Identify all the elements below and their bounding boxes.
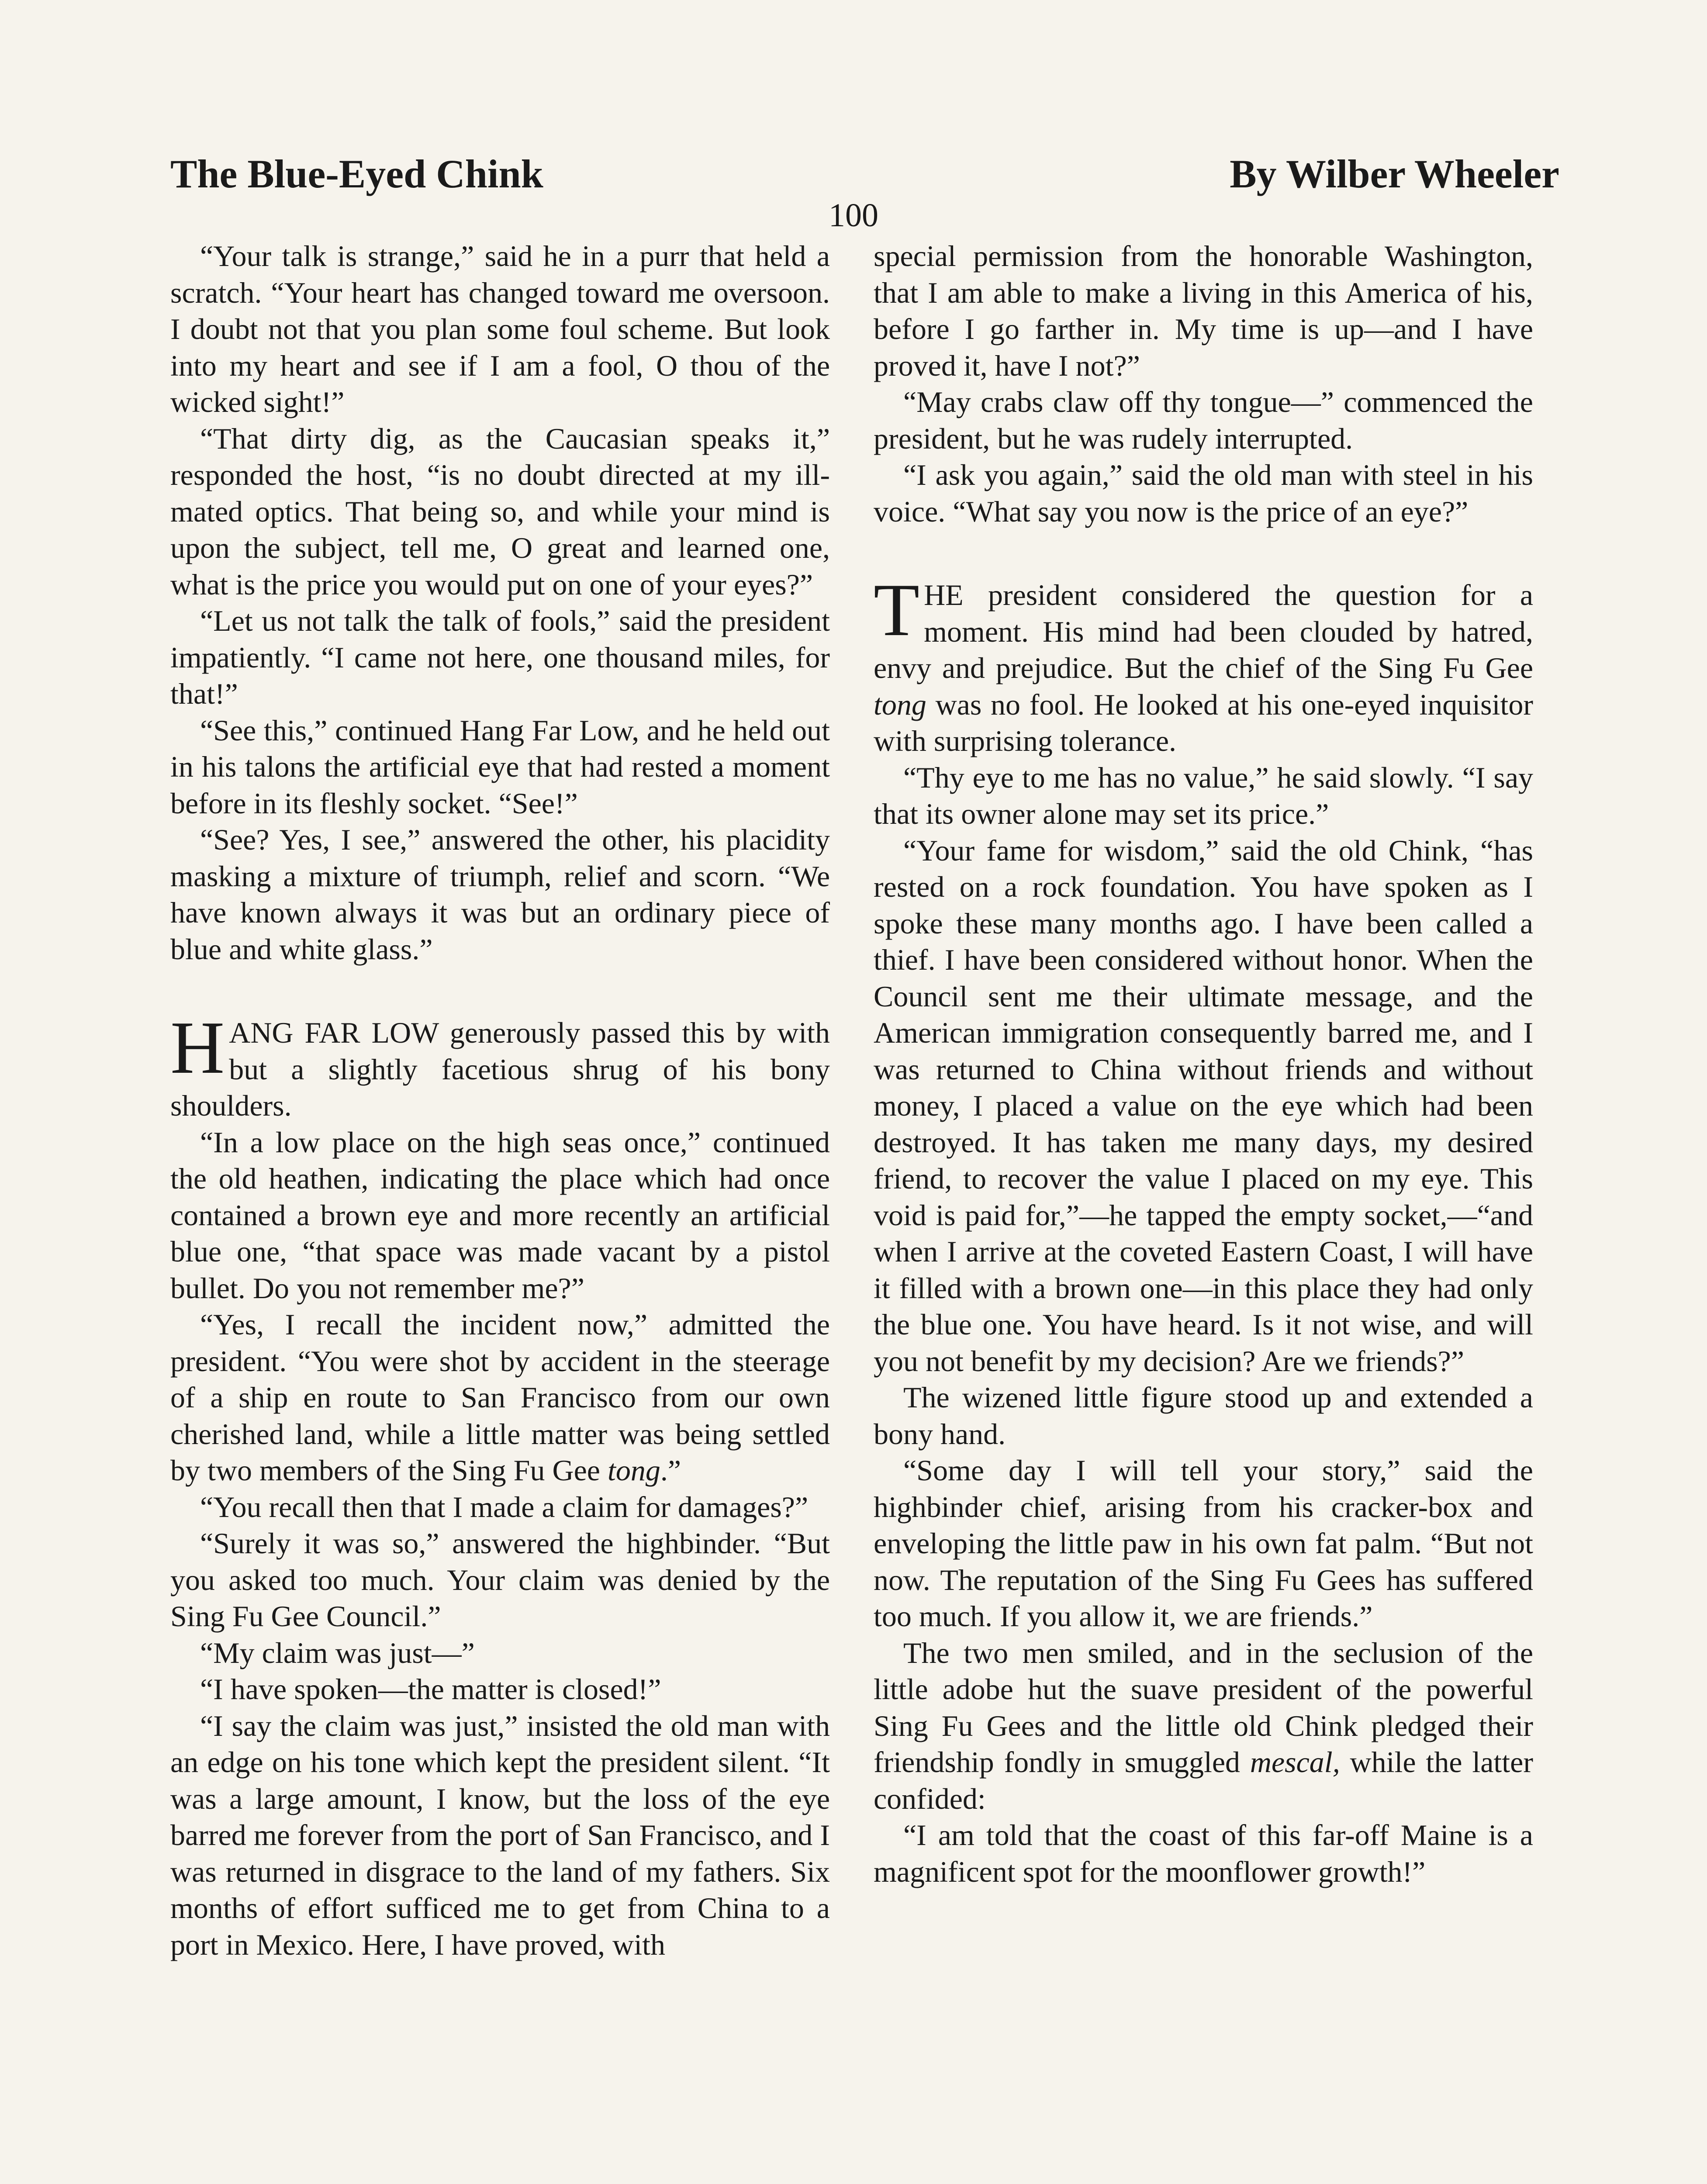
story-title: The Blue-Eyed Chink — [170, 152, 543, 196]
paragraph-continued: special permission from the honorable Washington, that I am able to make a living in this America of his, before I go farther in. My time is up—and I have proved it, have I not?” — [874, 239, 1533, 382]
drop-cap: H — [170, 1006, 225, 1089]
italic-word: tong — [874, 688, 926, 721]
paragraph: “Your talk is strange,” said he in a purr that held a scratch. “Your heart has changed toward me oversoon. I doubt not that you plan some foul scheme. But look into my heart and see if I am a fool, O thou of the wicked sight!” — [170, 239, 830, 418]
paragraph-dropcap — [874, 569, 1534, 760]
right-column — [874, 238, 1533, 1890]
page-number: 100 — [829, 197, 878, 234]
paragraph: “Thy eye to me has no value,” he said slowly. “I say that its owner alone may set its price.” — [874, 760, 1533, 830]
italic-word: mescal, — [1250, 1745, 1340, 1779]
paragraph: “My claim was just—” — [200, 1636, 475, 1669]
paragraph-text: ANG FAR LOW generously passed this by with but a slightly facetious shrug of his bony shoulders. — [170, 1016, 830, 1122]
paragraph: “That dirty dig, as the Caucasian speaks it,” responded the host, “is no doubt directed at my ill-mated optics. That being so, and while your mind is upon the subject, tell me, O great and learned one, what is the price you would put on one of your eyes?” — [170, 422, 830, 601]
paragraph-dropcap — [170, 1006, 830, 1124]
paragraph: “Your fame for wisdom,” said the old Chink, “has rested on a rock foundation. You have spoken as I spoke these many months ago. I have been called a thief. I have been considered without honor. When the Council sent me their ultimate message, and the American immigration consequently barred me, and I was returned to China without friends and without money, I placed a value on the eye which had been destroyed. It has taken me many days, my desired friend, to recover the value I placed on my eye. This void is paid for,”—he tapped the empty socket,—“and when I arrive at the coveted Eastern Coast, I will have it filled with a brown one—in this place they had only the blue one. You have heard. Is it not wise, and will you not benefit by my decision? Are we friends?” — [874, 833, 1533, 1378]
paragraph — [874, 1635, 1533, 1818]
paragraph: “You recall then that I made a claim for damages?” — [200, 1490, 809, 1524]
drop-cap: T — [874, 569, 920, 652]
italic-word: tong — [607, 1454, 660, 1487]
paragraph-text: HE president considered the question for a moment. His mind had been clouded by hatred, envy and prejudice. But the chief of the Sing Fu Gee — [874, 578, 1533, 684]
paragraph: “May crabs claw off thy tongue—” commenced the president, but he was rudely interrupted. — [874, 385, 1533, 455]
paragraph: “Some day I will tell your story,” said the highbinder chief, arising from his cracker-box and enveloping the little paw in his own fat palm. “But not now. The reputation of the Sing Fu Gees has suffered too much. If you allow it, we are friends.” — [874, 1454, 1533, 1633]
paragraph: The wizened little figure stood up and extended a bony hand. — [874, 1381, 1533, 1451]
paragraph: “See? Yes, I see,” answered the other, his placidity masking a mixture of triumph, relief and scorn. “We have known always it was but an ordinary piece of blue and white glass.” — [170, 823, 830, 966]
paragraph: “I say the claim was just,” insisted the old man with an edge on his tone which kept the president silent. “It was a large amount, I know, but the loss of the eye barred me forever from the port of San Francisco, and I was returned in disgrace to the land of my fathers. Six months of effort sufficed me to get from China to a port in Mexico. Here, I have proved, with — [170, 1709, 830, 1961]
story-author: By Wilber Wheeler — [1230, 152, 1559, 196]
paragraph-text: The two men smiled, and in the seclusion of the little adobe hut the suave president of the powerful Sing Fu Gees and the little old Chink pledged their friendship fondly in smuggled — [874, 1636, 1533, 1779]
paragraph: “Surely it was so,” answered the highbinder. “But you asked too much. Your claim was denied by the Sing Fu Gee Council.” — [170, 1527, 830, 1633]
left-column — [170, 238, 830, 1963]
paragraph-text: was no fool. He looked at his one-eyed inquisitor with surprising tolerance. — [874, 688, 1534, 757]
paragraph: “I am told that the coast of this far-off Maine is a magnificent spot for the moonflower growth!” — [874, 1818, 1533, 1888]
paragraph: “I ask you again,” said the old man with steel in his voice. “What say you now is the price of an eye?” — [874, 458, 1533, 528]
paragraph: “In a low place on the high seas once,” continued the old heathen, indicating the place which had once contained a brown eye and more recently an artificial blue one, “that space was made vacant by a pistol bullet. Do you not remember me?” — [170, 1125, 830, 1305]
paragraph — [170, 1306, 830, 1489]
paragraph: “See this,” continued Hang Far Low, and he held out in his talons the artificial eye that had rested a moment before in its fleshly socket. “See!” — [170, 713, 830, 820]
paragraph: “Let us not talk the talk of fools,” said the president impatiently. “I came not here, one thousand miles, for that!” — [170, 604, 830, 710]
paragraph-text: while the latter confided: — [874, 1745, 1534, 1815]
paragraph-text: .” — [660, 1454, 681, 1487]
paragraph-text: “Yes, I recall the incident now,” admitted the president. “You were shot by accident in the steerage of a ship en route to San Francisco from our own cherished land, while a little matter was being settled by two members of the Sing Fu Gee — [170, 1308, 830, 1487]
paragraph: “I have spoken—the matter is closed!” — [200, 1673, 661, 1706]
